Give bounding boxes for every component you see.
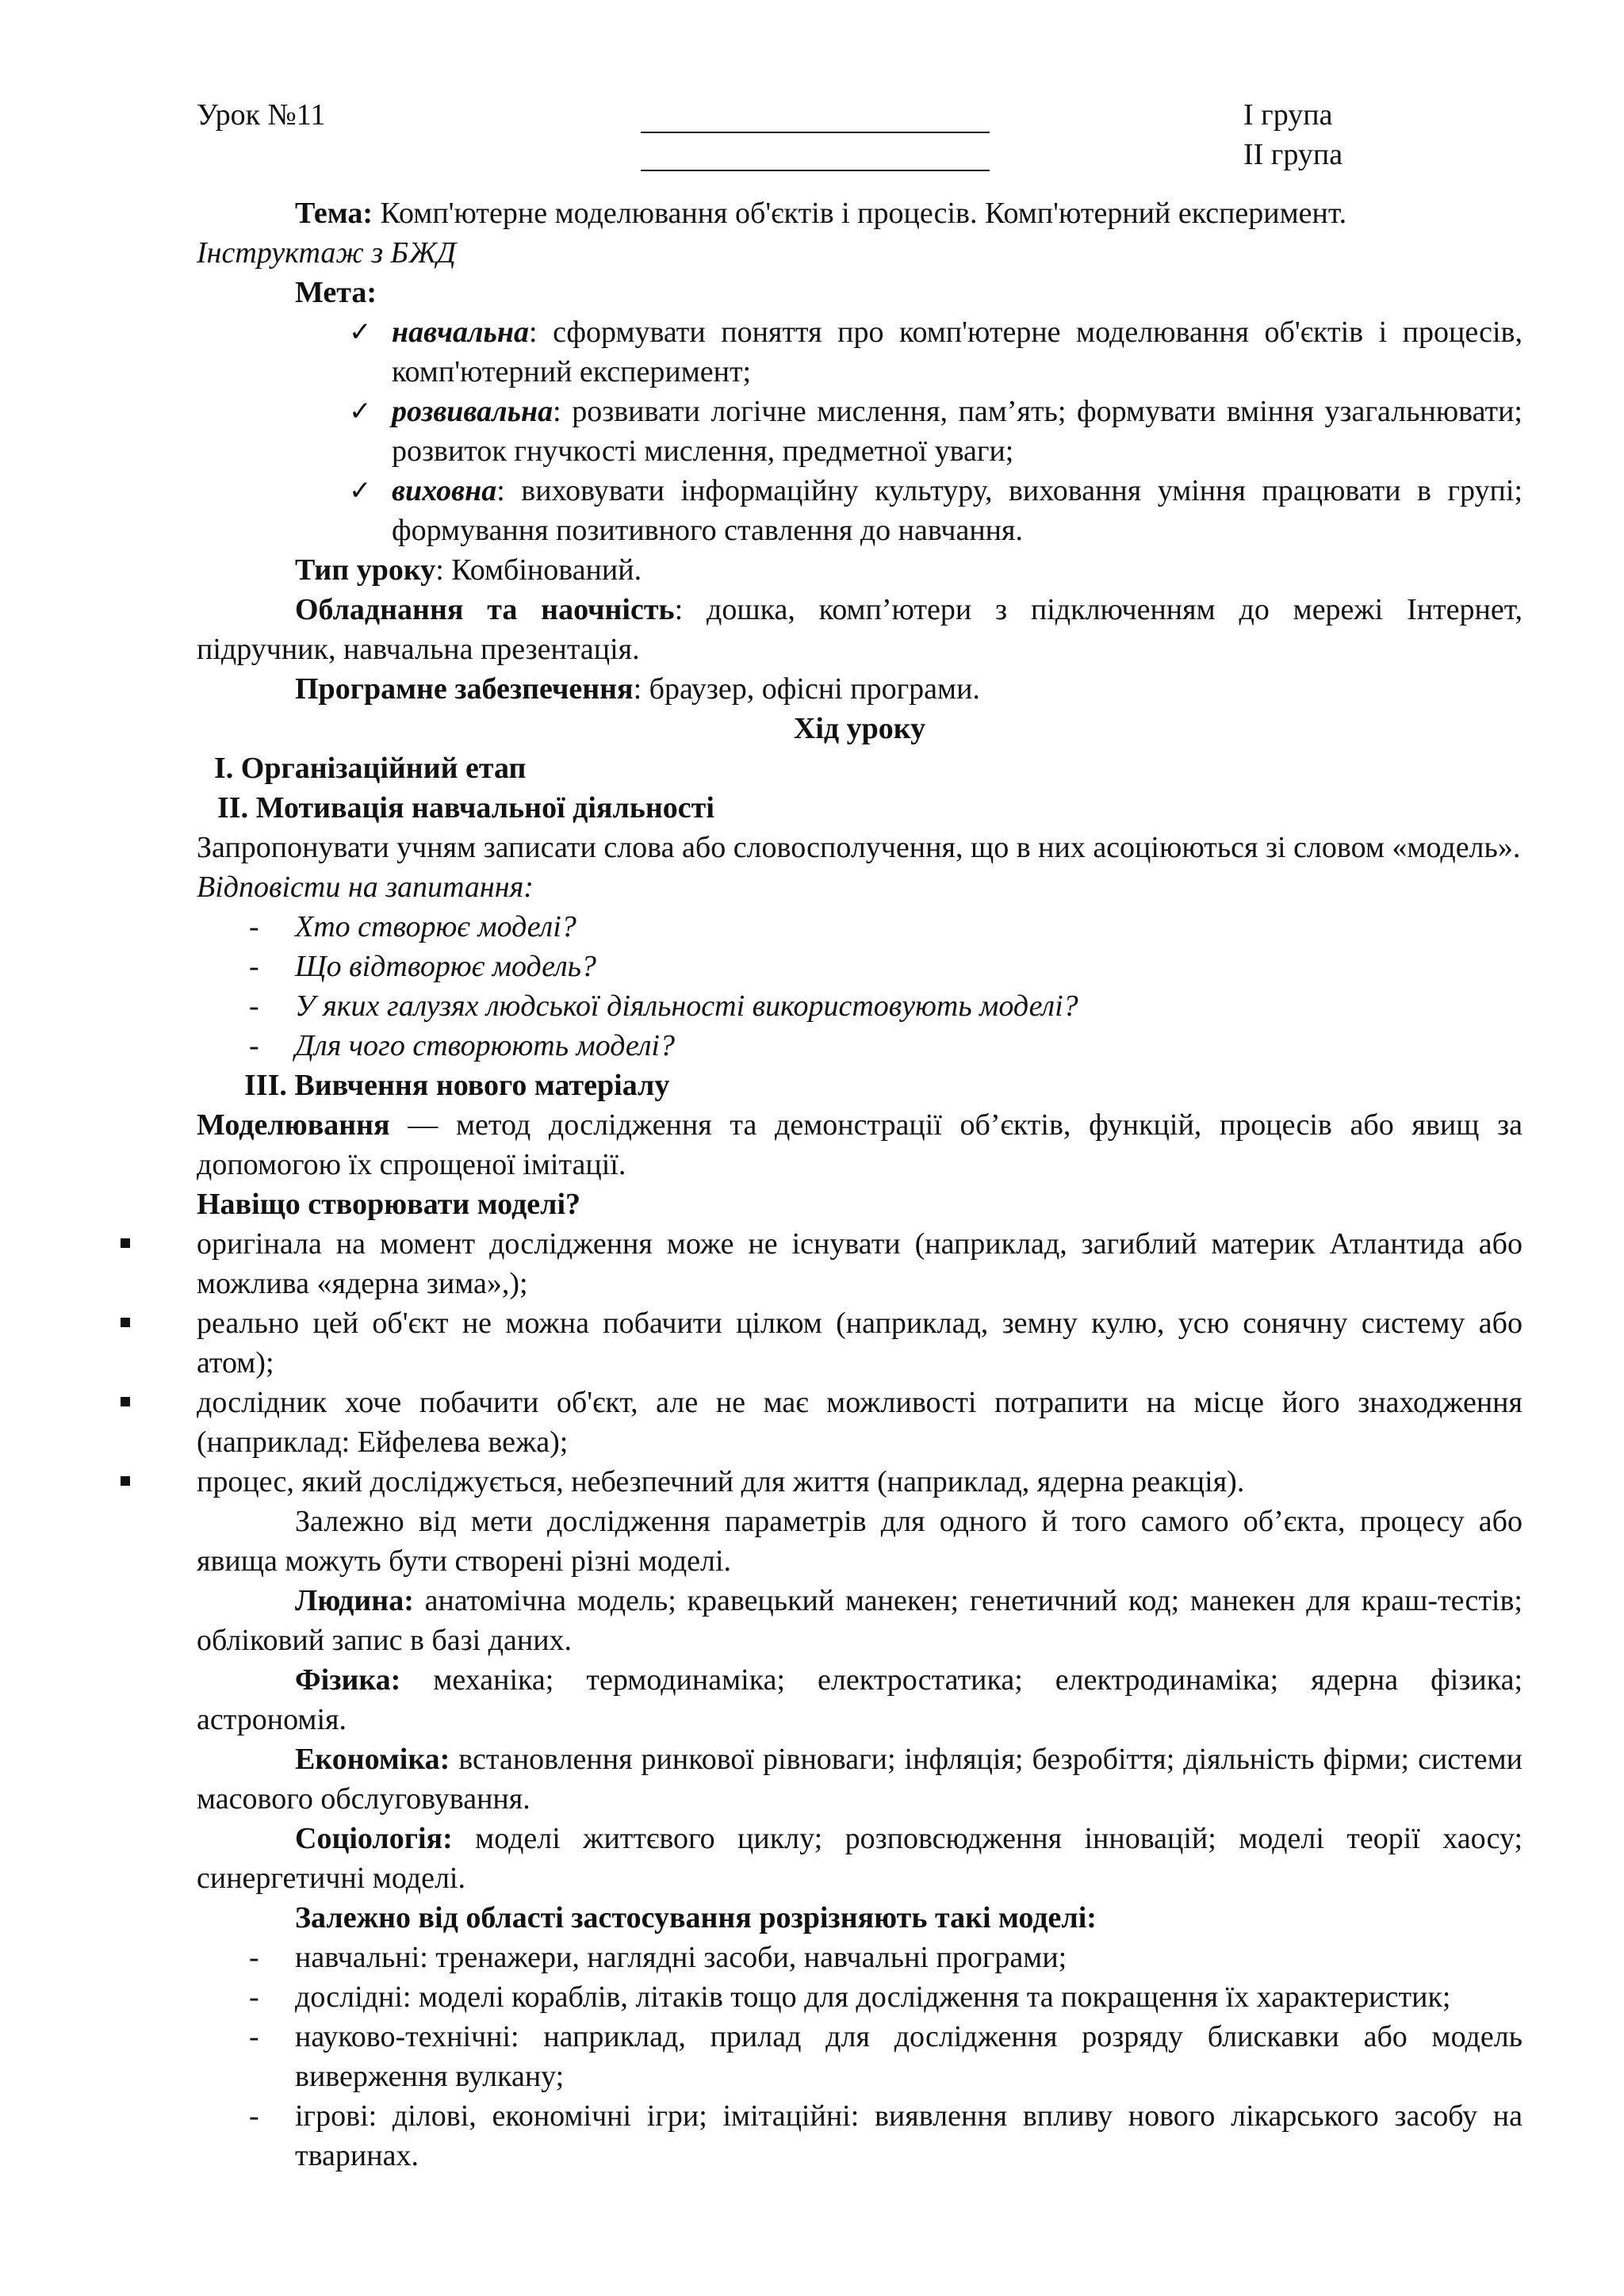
lesson-type: Тип уроку: Комбінований.: [295, 553, 642, 587]
goal-text: : розвивати логічне мислення, пам’ять; формувати вміння узагальнювати; розвиток гнучкості мислення, предметної уваги;: [392, 395, 1522, 468]
goal-label: Мета:: [295, 276, 377, 309]
why-item: процес, який досліджується, небезпечний для життя (наприклад, ядерна реакція).: [119, 1462, 1522, 1502]
software: Програмне забезпечення: браузер, офісні програми.: [295, 672, 980, 706]
goal-name: розвивальна: [392, 395, 553, 428]
question-item: - У яких галузях людської діяльності використовують моделі?: [249, 989, 1078, 1023]
square-bullet-icon: [121, 1238, 130, 1248]
equipment: Обладнання та наочність: дошка, комп’ютери з підключенням до мережі Інтернет, підручник, навчальна презентація.: [197, 593, 1522, 666]
lesson-number: Урок №11: [197, 98, 326, 132]
field-paragraph: Людина: анатомічна модель; кравецький манекен; генетичний код; манекен для краш-тестів; обліковий запис в базі даних.: [197, 1584, 1522, 1657]
goal-item: [197, 471, 1522, 550]
goal-item: [197, 312, 1522, 392]
kind-item: - дослідні: моделі кораблів, літаків тощо для дослідження та покращення їх характеристик;: [249, 1980, 1451, 2014]
topic-label: Тема:: [295, 197, 373, 230]
checkmark-icon: ✓: [349, 475, 372, 507]
goal-text: : сформувати поняття про комп'ютерне моделювання об'єктів і процесів, комп'ютерний експеримент;: [392, 316, 1522, 388]
group-2: ІІ група: [1243, 138, 1343, 171]
checkmark-icon: ✓: [349, 316, 372, 348]
goal-name: навчальна: [392, 316, 529, 349]
stage-1-heading: І. Організаційний етап: [214, 752, 527, 785]
depends-text: Залежно від мети дослідження параметрів для одного й того самого об’єкта, процесу або явища можуть бути створені різні моделі.: [197, 1505, 1522, 1578]
topic-subtitle: Інструктаж з БЖД: [197, 236, 456, 270]
kind-item: - ігрові: ділові, економічні ігри; імітаційні: виявлення впливу нового лікарського засобу на тваринах.: [249, 2099, 1522, 2172]
goal-name: виховна: [392, 474, 497, 507]
goal-text: : виховувати інформаційну культуру, виховання уміння працювати в групі; формування позитивного ставлення до навчання.: [392, 474, 1522, 547]
question-item: - Для чого створюють моделі?: [249, 1029, 675, 1062]
blank-line-1: [641, 132, 990, 133]
document-page: [197, 86, 1522, 2175]
topic-text: Комп'ютерне моделювання об'єктів і процесів. Комп'ютерний експеримент.: [380, 197, 1347, 230]
kind-item: - науково-технічні: наприклад, прилад для дослідження розряду блискавки або модель виверження вулкану;: [249, 2020, 1522, 2093]
kind-item: - навчальні: тренажери, наглядні засоби, навчальні програми;: [249, 1941, 1067, 1974]
field-paragraph: Фізика: механіка; термодинаміка; електростатика; електродинаміка; ядерна фізика; астрономія.: [197, 1663, 1522, 1736]
why-title: Навіщо створювати моделі?: [197, 1188, 581, 1221]
stage-3-heading: ІІІ. Вивчення нового матеріалу: [244, 1069, 670, 1102]
field-paragraph: Економіка: встановлення ринкової рівноваги; інфляція; безробіття; діяльність фірми; системи масового обслуговування.: [197, 1743, 1522, 1816]
question-item: - Що відтворює модель?: [249, 950, 596, 983]
kinds-title: Залежно від області застосування розрізняють такі моделі:: [295, 1901, 1097, 1934]
square-bullet-icon: [121, 1397, 130, 1406]
questions-intro: Відповісти на запитання:: [197, 871, 534, 904]
checkmark-icon: ✓: [349, 396, 372, 427]
goal-item: [197, 392, 1522, 471]
course-title: Хід уроку: [793, 712, 926, 745]
question-item: - Хто створює моделі?: [249, 910, 576, 943]
blank-line-2: [641, 170, 990, 171]
square-bullet-icon: [121, 1476, 130, 1486]
stage-2-heading: ІІ. Мотивація навчальної діяльності: [217, 791, 714, 825]
topic: [197, 193, 1522, 273]
group-1: І група: [1243, 98, 1333, 132]
why-item: оригінала на момент дослідження може не існувати (наприклад, загиблий материк Атлантида або можлива «ядерна зима»,);: [119, 1224, 1522, 1303]
motivation-text: Запропонувати учням записати слова або словосполучення, що в них асоціюються зі словом «модель».: [197, 831, 1521, 864]
field-paragraph: Соціологія: моделі життєвого циклу; розповсюдження інновацій; моделі теорії хаосу; синергетичні моделі.: [197, 1822, 1522, 1895]
modeling-definition: Моделювання — метод дослідження та демонстрації об’єктів, функцій, процесів або явищ за допомогою їх спрощеної імітації.: [197, 1108, 1522, 1181]
why-item: дослідник хоче побачити об'єкт, але не має можливості потрапити на місце його знаходження (наприклад: Ейфелева вежа);: [119, 1383, 1522, 1462]
square-bullet-icon: [121, 1318, 130, 1327]
lesson-header: [197, 86, 1522, 174]
why-item: реально цей об'єкт не можна побачити цілком (наприклад, земну кулю, усю сонячну систему або атом);: [119, 1303, 1522, 1383]
